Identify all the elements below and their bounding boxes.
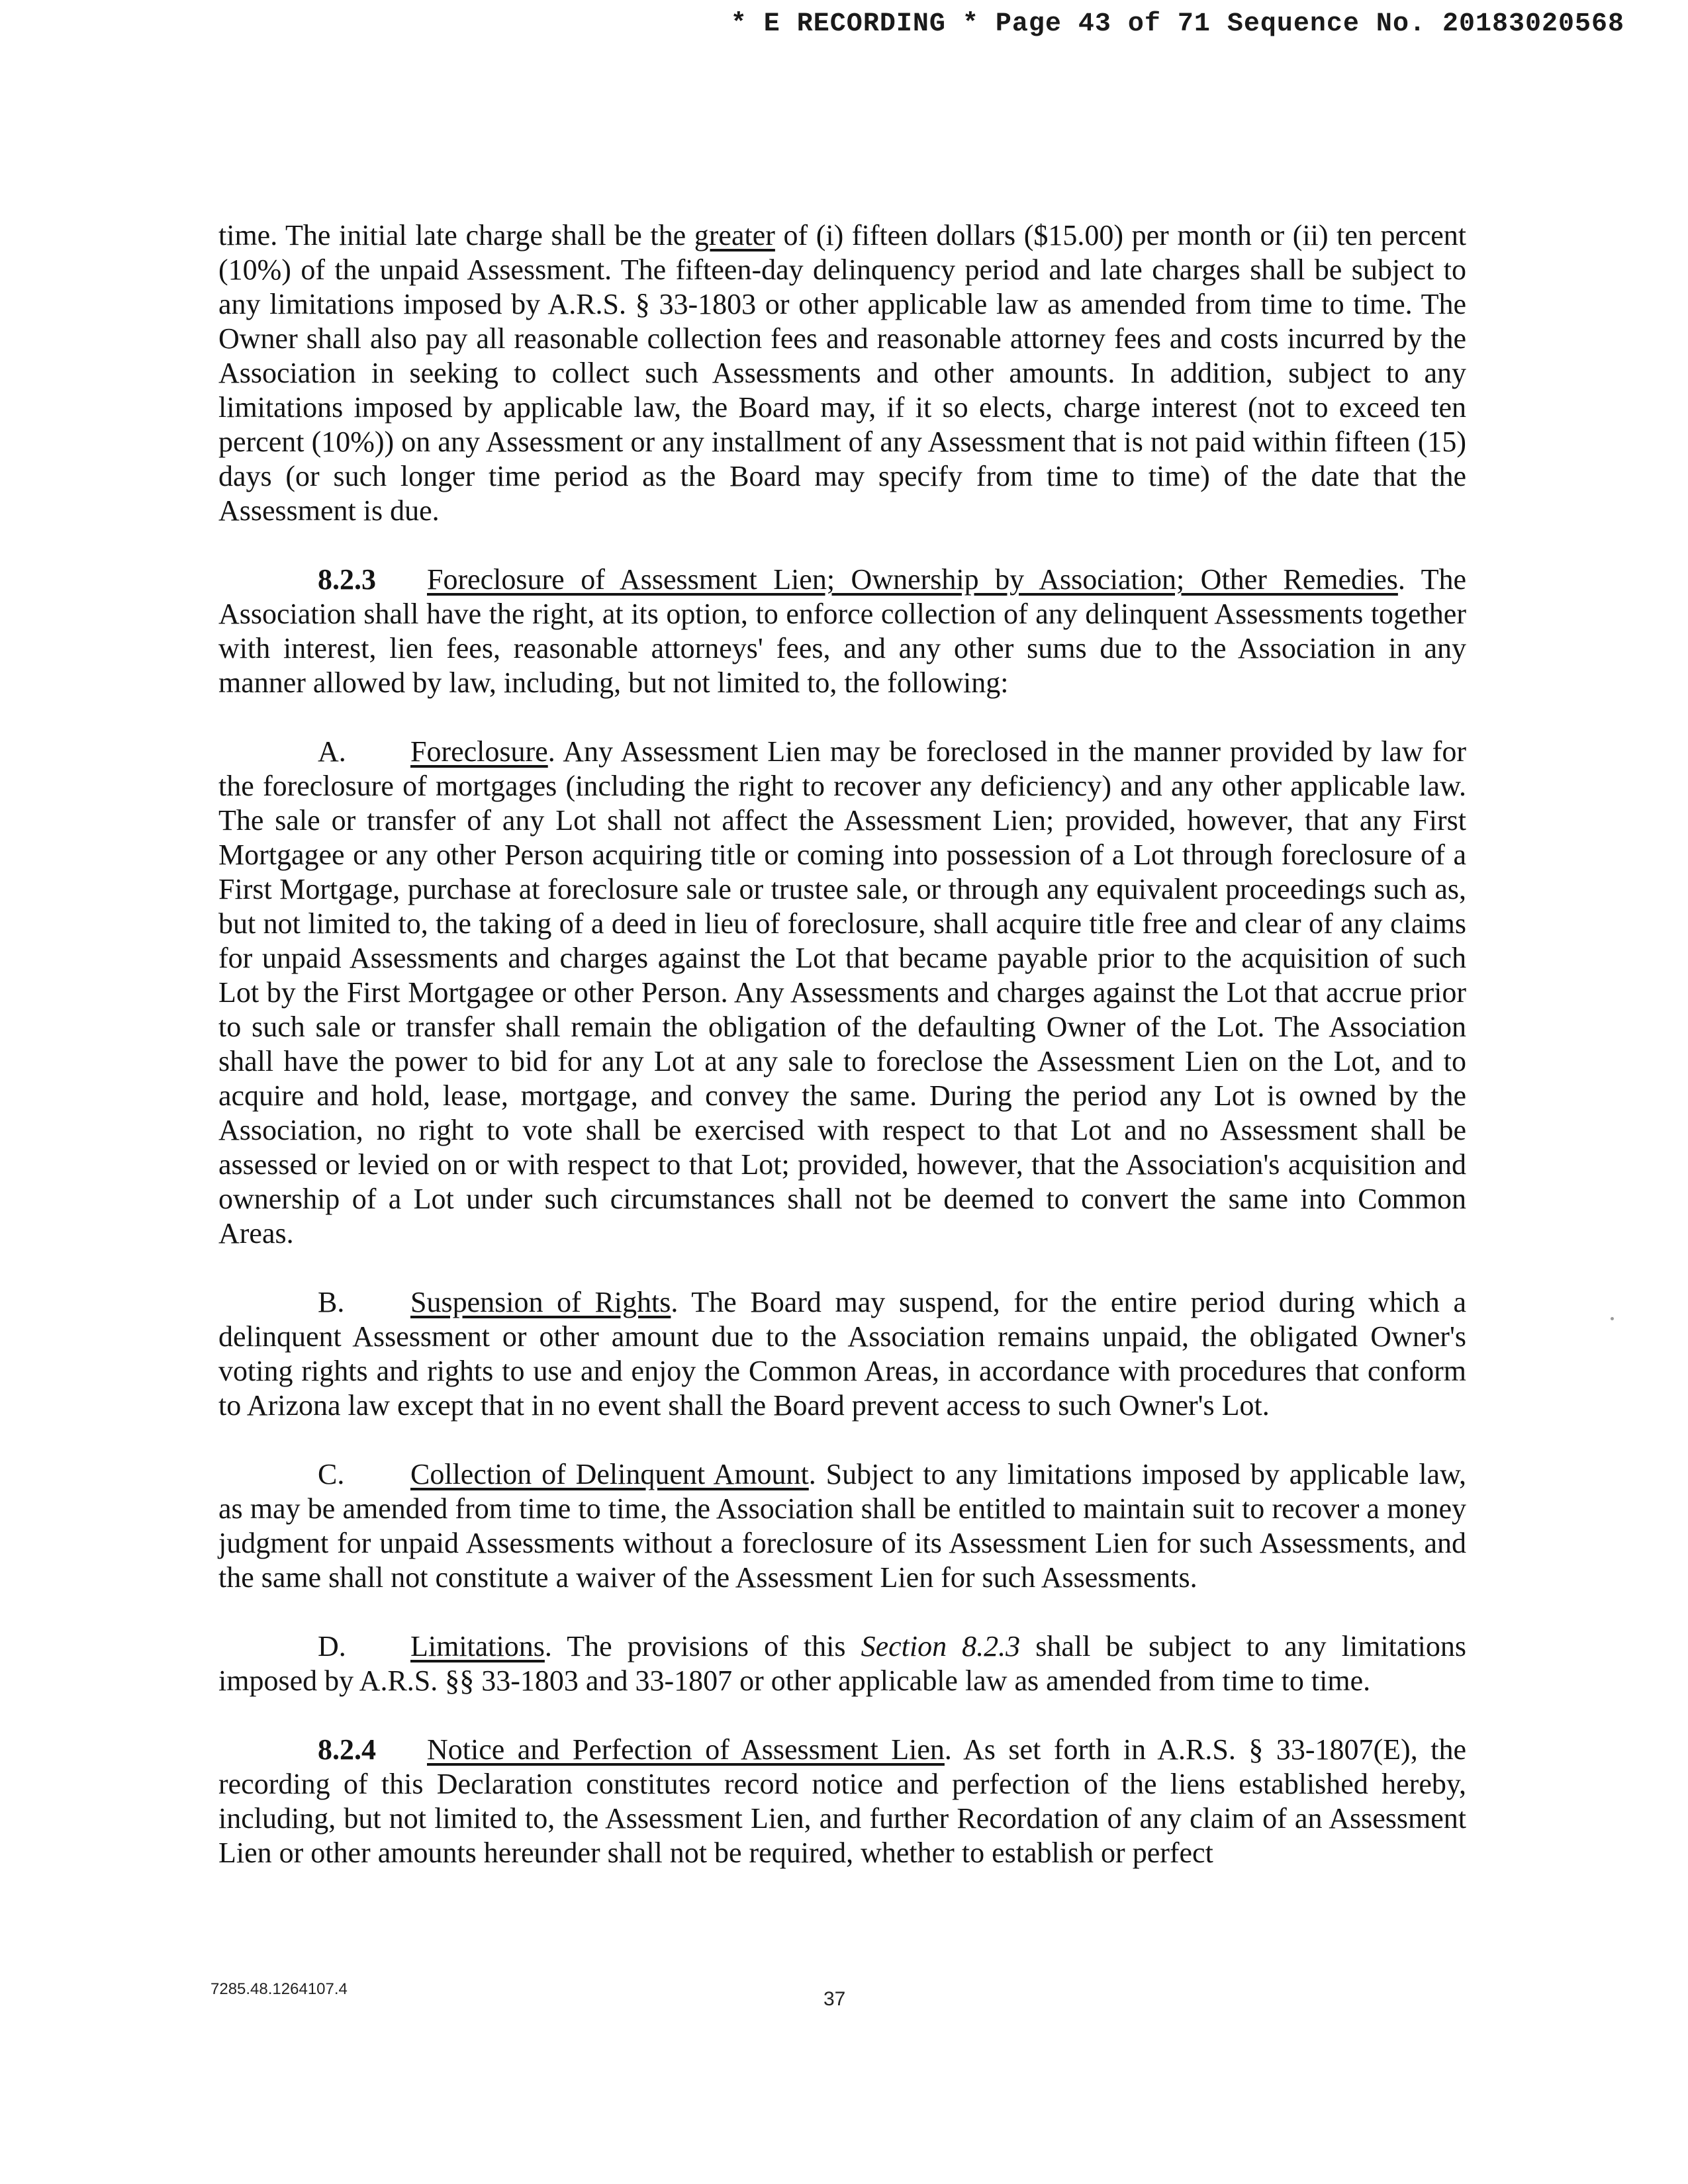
greater-emphasis: greater (694, 219, 775, 251)
scan-speck (1611, 1317, 1614, 1320)
section-number: 8.2.4 (318, 1733, 376, 1766)
section-heading: Foreclosure of Assessment Lien; Ownership by Association; Other Remedies (427, 563, 1398, 596)
subsection-letter: D. (318, 1630, 346, 1662)
subsection-heading: Foreclosure (410, 735, 548, 768)
subsection-b (218, 1285, 1466, 1423)
continuation-paragraph (218, 218, 1466, 528)
subsection-letter: C. (318, 1458, 345, 1490)
subsection-c (218, 1457, 1466, 1595)
section-heading: Notice and Perfection of Assessment Lien (427, 1733, 945, 1766)
document-body (218, 218, 1466, 1905)
subsection-heading: Collection of Delinquent Amount (410, 1458, 809, 1490)
page-number: 37 (823, 1988, 846, 2010)
subsection-text-end: shall be subject to any limitations imposed by A.R.S. §§ 33-1803 and 33-1807 or other applicable law as amended from time to time. (218, 1630, 1466, 1697)
subsection-text: . The provisions of this (544, 1630, 861, 1662)
subsection-a (218, 735, 1466, 1251)
section-text: . The Association shall have the right, at its option, to enforce collection of any delinquent Assessments together with interest, lien fees, reasonable attorneys' fees, and any other sums due to the Association in any manner allowed by law, including, but not limited to, the following: (218, 563, 1466, 699)
subsection-text: . The Board may suspend, for the entire period during which a delinquent Assessment or other amount due to the Association remains unpaid, the obligated Owner's voting rights and rights to use and enjoy the Common Areas, in accordance with procedures that conform to Arizona law except that in no event shall the Board prevent access to such Owner's Lot. (218, 1286, 1466, 1422)
subsection-text: . Any Assessment Lien may be foreclosed in the manner provided by law for the foreclosure of mortgages (including the right to recover any deficiency) and any other applicable law. The sale or transfer of any Lot shall not affect the Assessment Lien; provided, however, that any First Mortgagee or any other Person acquiring title or coming into possession of a Lot through foreclosure of a First Mortgage, purchase at foreclosure sale or trustee sale, or through any equivalent proceedings such as, but not limited to, the taking of a deed in lieu of foreclosure, shall acquire title free and clear of any claims for unpaid Assessments and charges against the Lot that became payable prior to the acquisition of such Lot by the First Mortgagee or other Person. Any Assessments and charges against the Lot that accrue prior to such sale or transfer shall remain the obligation of the defaulting Owner of the Lot. The Association shall have the power to bid for any Lot at any sale to foreclose the Assessment Lien on the Lot, and to acquire and hold, lease, mortgage, and convey the same. During the period any Lot is owned by the Association, no right to vote shall be exercised with respect to that Lot and no Assessment shall be assessed or levied on or with respect to that Lot; provided, however, that the Association's acquisition and ownership of a Lot under such circumstances shall not be deemed to convert the same into Common Areas. (218, 735, 1466, 1250)
section-8-2-3 (218, 563, 1466, 700)
continuation-text-1: time. The initial late charge shall be the (218, 219, 694, 251)
continuation-text-2: of (i) fifteen dollars ($15.00) per month or (ii) ten percent (10%) of the unpaid Assessment. The fifteen-day delinquency period and late charges shall be subject to any limitations imposed by A.R.S. § 33-1803 or other applicable law as amended from time to time. The Owner shall also pay all reasonable collection fees and reasonable attorney fees and costs incurred by the Association in seeking to collect such Assessments and other amounts. In addition, subject to any limitations imposed by applicable law, the Board may, if it so elects, charge interest (not to exceed ten percent (10%)) on any Assessment or any installment of any Assessment that is not paid within fifteen (15) days (or such longer time period as the Board may specify from time to time) of the date that the Assessment is due. (218, 219, 1467, 527)
subsection-letter: A. (318, 735, 346, 768)
subsection-d (218, 1629, 1466, 1698)
recording-stamp: * E RECORDING * Page 43 of 71 Sequence No. 20183020568 (730, 9, 1624, 39)
subsection-heading: Suspension of Rights (410, 1286, 671, 1318)
section-reference: Section 8.2.3 (861, 1630, 1021, 1662)
subsection-heading: Limitations (410, 1630, 545, 1662)
subsection-letter: B. (318, 1286, 345, 1318)
section-text: . As set forth in A.R.S. § 33-1807(E), the recording of this Declaration constitutes record notice and perfection of the liens established hereby, including, but not limited to, the Assessment Lien, and further Recordation of any claim of an Assessment Lien or other amounts hereunder shall not be required, whether to establish or perfect (218, 1733, 1466, 1869)
subsection-text: . Subject to any limitations imposed by applicable law, as may be amended from time to time, the Association shall be entitled to maintain suit to recover a money judgment for unpaid Assessments without a foreclosure of its Assessment Lien for such Assessments, and the same shall not constitute a waiver of the Assessment Lien for such Assessments. (218, 1458, 1466, 1594)
section-number: 8.2.3 (318, 563, 376, 596)
document-id: 7285.48.1264107.4 (211, 1980, 348, 1998)
section-8-2-4 (218, 1733, 1466, 1870)
